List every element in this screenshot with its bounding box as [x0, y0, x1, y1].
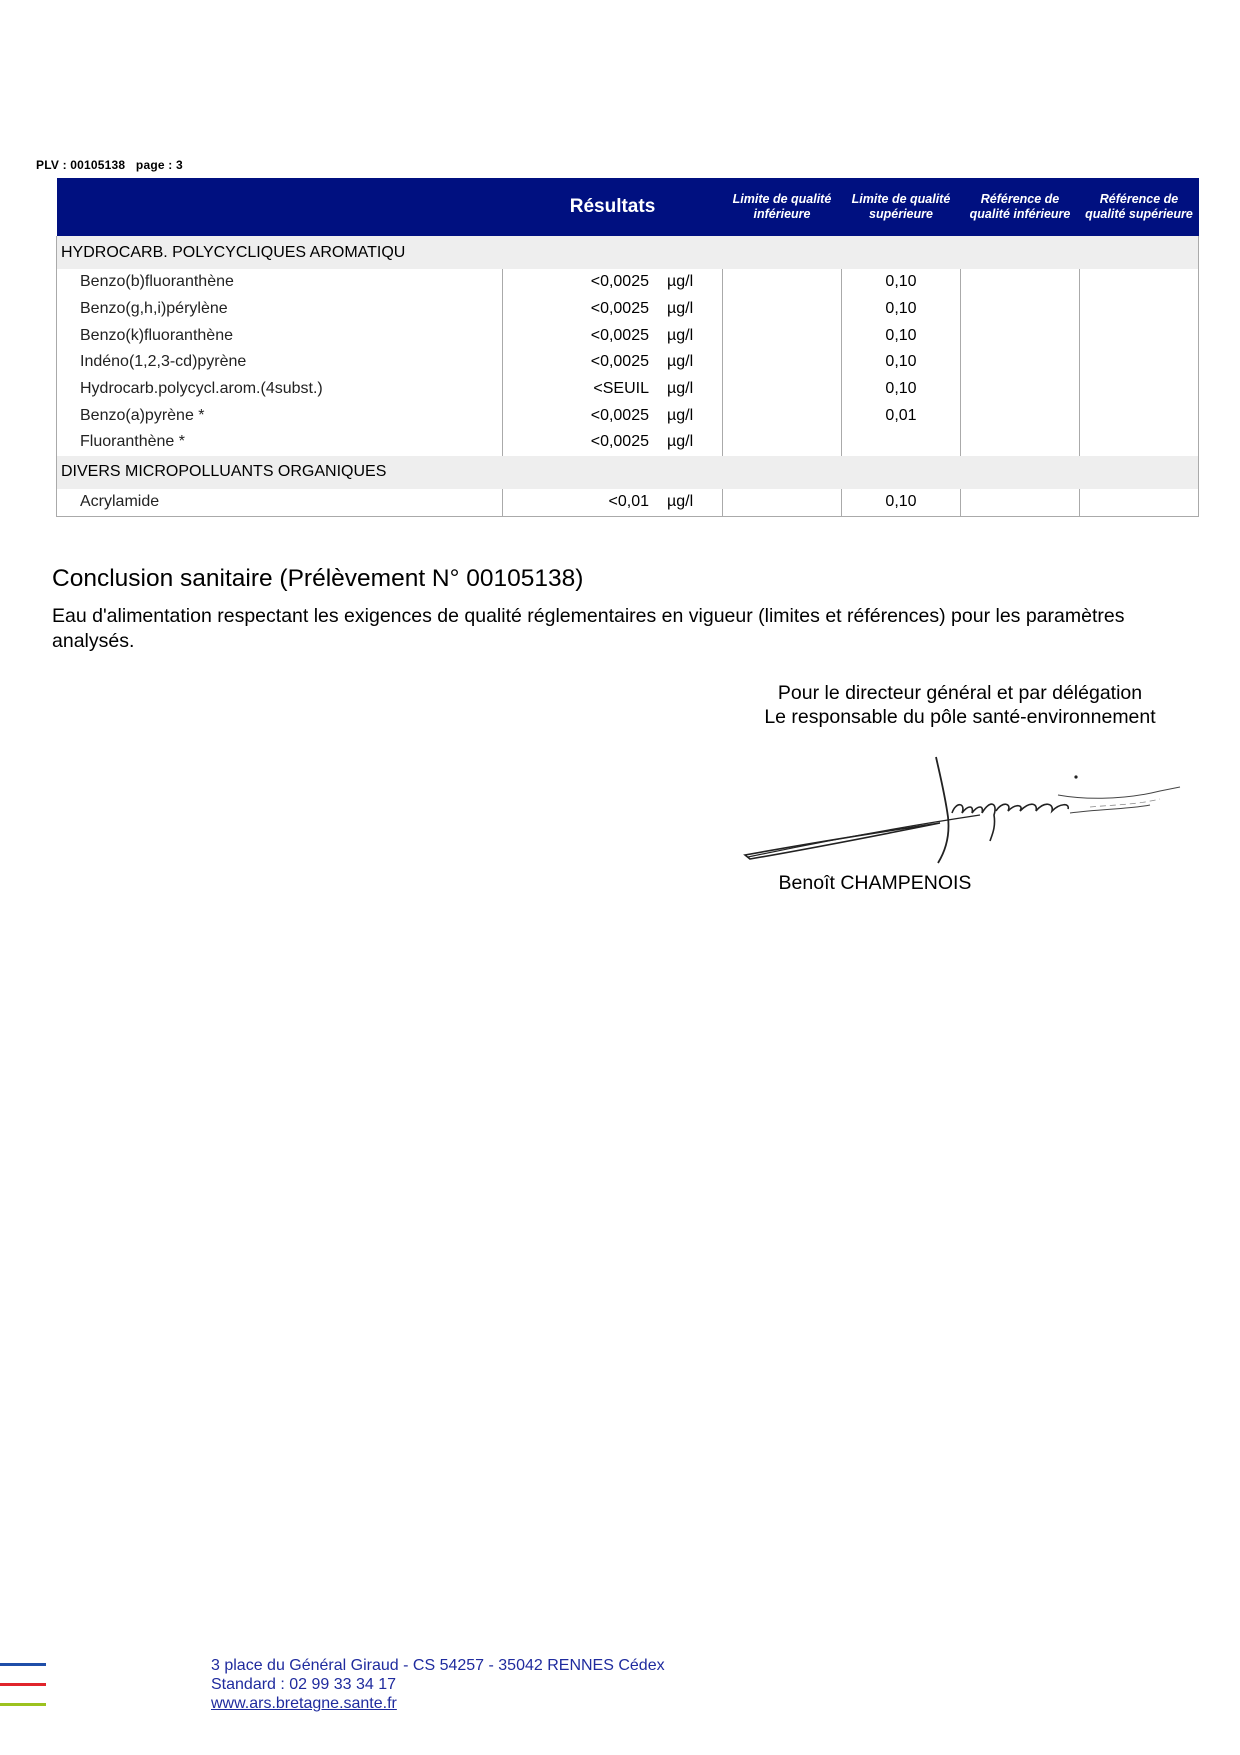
- table-row: [57, 349, 1199, 376]
- parameter-name: Fluoranthène *: [57, 429, 503, 456]
- footer-color-lines: [0, 1663, 46, 1723]
- result-unit: µg/l: [667, 300, 694, 318]
- result-value: <0,0025: [590, 273, 649, 291]
- ref-inf-cell: [961, 376, 1080, 403]
- limite-sup-cell: 0,10: [842, 269, 961, 296]
- limite-sup-cell: 0,10: [842, 489, 961, 516]
- result-value: <0,01: [608, 493, 649, 511]
- ref-sup-cell: [1080, 296, 1199, 323]
- result-cell: [503, 349, 723, 376]
- page-number: page : 3: [135, 158, 183, 172]
- header-limite-inferieure: Limite de qualité inférieure: [732, 192, 832, 221]
- table-row: [57, 429, 1199, 456]
- limite-inf-cell: [723, 269, 842, 296]
- parameter-name: Benzo(a)pyrène *: [57, 402, 503, 429]
- ref-inf-cell: [961, 489, 1080, 516]
- result-unit: µg/l: [667, 406, 694, 424]
- parameter-name: Acrylamide: [57, 489, 503, 516]
- conclusion-text: Eau d'alimentation respectant les exigences de qualité réglementaires en vigueur (limites et références) pour les paramètres analysés.: [52, 605, 1125, 652]
- header-empty: [57, 178, 503, 236]
- ref-inf-cell: [961, 322, 1080, 349]
- plv-header: [36, 158, 183, 172]
- plv-number: PLV : 00105138: [36, 158, 126, 172]
- results-table: [56, 178, 1199, 517]
- table-header-row: [57, 178, 1199, 236]
- ref-inf-cell: [961, 349, 1080, 376]
- ref-sup-cell: [1080, 376, 1199, 403]
- limite-sup-cell: 0,10: [842, 296, 961, 323]
- result-unit: µg/l: [667, 273, 694, 291]
- parameter-name: Benzo(b)fluoranthène: [57, 269, 503, 296]
- ref-sup-cell: [1080, 269, 1199, 296]
- signature-line-1: Pour le directeur général et par délégation: [777, 682, 1143, 704]
- result-value: <0,0025: [590, 433, 649, 451]
- result-unit: µg/l: [667, 326, 694, 344]
- ref-sup-cell: [1080, 322, 1199, 349]
- result-cell: [503, 296, 723, 323]
- footer-phone: Standard : 02 99 33 34 17: [211, 1676, 397, 1693]
- limite-inf-cell: [723, 402, 842, 429]
- table-row: [57, 322, 1199, 349]
- result-unit: µg/l: [667, 380, 694, 398]
- ref-inf-cell: [961, 402, 1080, 429]
- parameter-name: Benzo(g,h,i)pérylène: [57, 296, 503, 323]
- signer-name: [700, 872, 1220, 895]
- result-cell: [503, 376, 723, 403]
- limite-inf-cell: [723, 349, 842, 376]
- limite-inf-cell: [723, 296, 842, 323]
- ref-sup-cell: [1080, 429, 1199, 456]
- ref-sup-cell: [1080, 402, 1199, 429]
- parameter-name: Indéno(1,2,3-cd)pyrène: [57, 349, 503, 376]
- conclusion-title: Conclusion sanitaire (Prélèvement N° 00105138): [52, 565, 584, 592]
- result-value: <0,0025: [590, 406, 649, 424]
- section-header-row: [57, 236, 1199, 269]
- result-cell: [503, 402, 723, 429]
- limite-inf-cell: [723, 376, 842, 403]
- result-unit: µg/l: [667, 353, 694, 371]
- footer-website-link[interactable]: www.ars.bretagne.sante.fr: [211, 1695, 397, 1712]
- signature-line-2: Le responsable du pôle santé-environnement: [764, 706, 1156, 728]
- limite-sup-cell: 0,01: [842, 402, 961, 429]
- limite-sup-cell: [842, 429, 961, 456]
- result-cell: [503, 322, 723, 349]
- table-row: [57, 296, 1199, 323]
- result-value: <0,0025: [590, 300, 649, 318]
- result-cell: [503, 489, 723, 516]
- parameter-name: Hydrocarb.polycycl.arom.(4subst.): [57, 376, 503, 403]
- header-resultats: Résultats: [569, 196, 656, 217]
- result-cell: [503, 429, 723, 456]
- result-value: <0,0025: [590, 326, 649, 344]
- section-header-row: [57, 456, 1199, 489]
- section-title: HYDROCARB. POLYCYCLIQUES AROMATIQU: [57, 236, 1199, 269]
- ref-inf-cell: [961, 269, 1080, 296]
- result-unit: µg/l: [667, 493, 694, 511]
- table-row: [57, 269, 1199, 296]
- header-reference-inferieure: Référence de qualité inférieure: [969, 192, 1071, 221]
- signer-name-text: Benoît CHAMPENOIS: [778, 872, 972, 894]
- limite-inf-cell: [723, 489, 842, 516]
- ref-inf-cell: [961, 429, 1080, 456]
- result-value: <SEUIL: [593, 380, 649, 398]
- footer-line-green: [0, 1703, 46, 1706]
- section-title: DIVERS MICROPOLLUANTS ORGANIQUES: [57, 456, 1199, 489]
- limite-inf-cell: [723, 429, 842, 456]
- limite-inf-cell: [723, 322, 842, 349]
- table-row: [57, 489, 1199, 516]
- limite-sup-cell: 0,10: [842, 322, 961, 349]
- table-row: [57, 402, 1199, 429]
- header-limite-superieure: Limite de qualité supérieure: [851, 192, 951, 221]
- footer: [211, 1656, 665, 1713]
- handwritten-signature: [740, 755, 1190, 865]
- footer-address: 3 place du Général Giraud - CS 54257 - 35042 RENNES Cédex: [211, 1657, 665, 1674]
- result-value: <0,0025: [590, 353, 649, 371]
- result-cell: [503, 269, 723, 296]
- result-unit: µg/l: [667, 433, 694, 451]
- ref-sup-cell: [1080, 489, 1199, 516]
- header-reference-superieure: Référence de qualité supérieure: [1085, 192, 1193, 221]
- footer-line-blue: [0, 1663, 46, 1666]
- ref-inf-cell: [961, 296, 1080, 323]
- ref-sup-cell: [1080, 349, 1199, 376]
- table-row: [57, 376, 1199, 403]
- footer-line-red: [0, 1683, 46, 1686]
- limite-sup-cell: 0,10: [842, 349, 961, 376]
- limite-sup-cell: 0,10: [842, 376, 961, 403]
- parameter-name: Benzo(k)fluoranthène: [57, 322, 503, 349]
